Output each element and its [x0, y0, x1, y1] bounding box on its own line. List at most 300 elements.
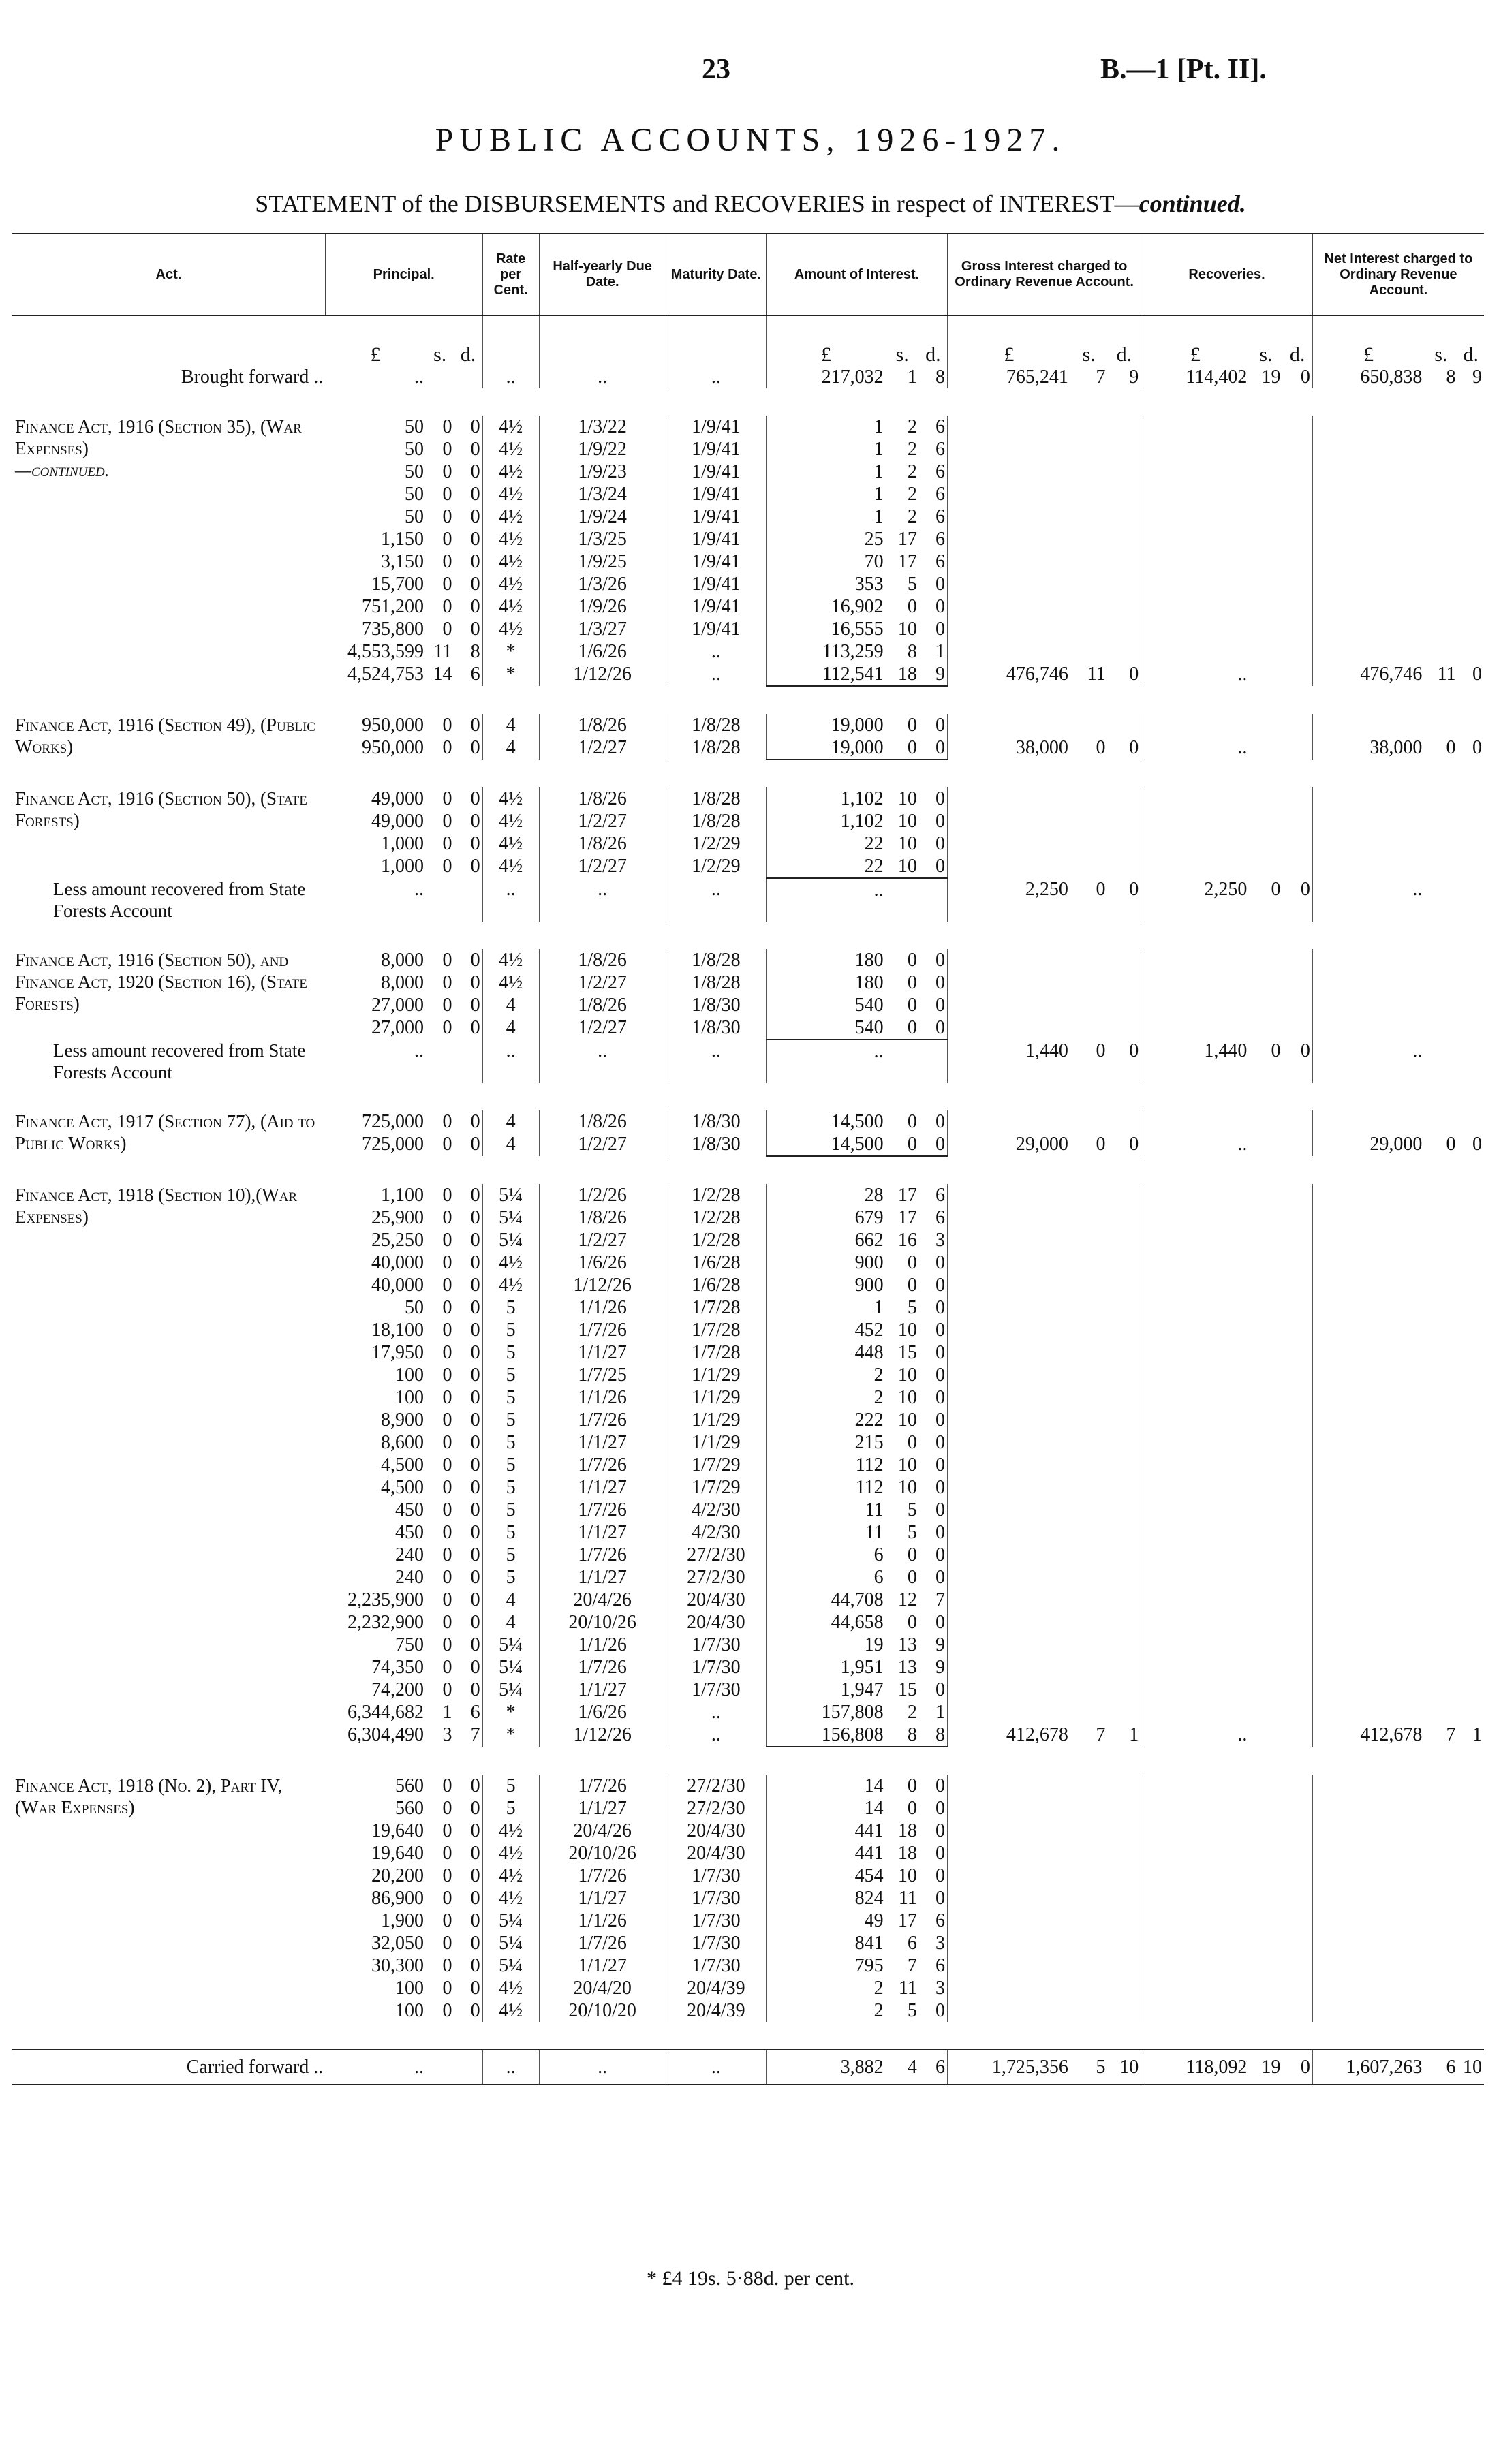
amount-shillings: 17 — [897, 1207, 917, 1228]
half-yearly-date: 1/7/26 — [539, 1454, 666, 1476]
amount-pounds: 215 — [767, 1431, 886, 1454]
empty-cell — [1249, 1611, 1282, 1634]
principal-shillings: 0 — [442, 506, 452, 527]
empty-cell — [1424, 1977, 1457, 1999]
empty-cell — [1424, 438, 1457, 461]
empty-cell — [1458, 1016, 1484, 1040]
amount-shillings: 15 — [897, 1342, 917, 1363]
gross-shillings: 7 — [1096, 1724, 1106, 1745]
amount-pounds: 448 — [767, 1341, 886, 1364]
amount-pence: 8 — [935, 367, 945, 388]
empty-cell — [1141, 1999, 1250, 2022]
principal-dots: .. — [414, 1040, 424, 1061]
half-yearly-date: 1/2/27 — [539, 1016, 666, 1040]
unit-pence: d. — [1463, 343, 1479, 366]
empty-cell — [1141, 1634, 1250, 1656]
empty-cell — [1249, 573, 1282, 595]
empty-cell — [1249, 618, 1282, 640]
empty-cell — [1458, 1589, 1484, 1611]
rate: 4½ — [482, 1977, 539, 1999]
rate: 4 — [482, 1110, 539, 1133]
empty-cell — [1108, 810, 1141, 832]
maturity-date: 1/6/28 — [666, 1251, 767, 1274]
empty-cell — [1312, 461, 1424, 483]
amount-shillings: 10 — [897, 1387, 917, 1408]
principal-pence: 0 — [470, 856, 480, 877]
recoveries-pence: 0 — [1283, 2050, 1313, 2085]
amount-pence: 0 — [935, 995, 945, 1016]
empty-cell — [1108, 505, 1141, 528]
principal-shillings: 0 — [442, 574, 452, 595]
empty-cell — [1141, 1589, 1250, 1611]
amount-pounds: 1 — [767, 483, 886, 505]
empty-cell — [1458, 1544, 1484, 1566]
empty-cell — [1070, 1386, 1108, 1409]
maturity-dots: .. — [666, 2050, 767, 2085]
empty-cell — [1283, 1251, 1313, 1274]
maturity-date: 1/9/41 — [666, 618, 767, 640]
amount-pence: 0 — [935, 950, 945, 971]
half-yearly-date: 1/12/26 — [539, 1724, 666, 1747]
gap-row — [12, 1083, 1484, 1110]
amount-shillings: 10 — [897, 1454, 917, 1476]
empty-cell — [1249, 416, 1282, 438]
principal-pounds: 50 — [404, 439, 424, 460]
recoveries-dots: .. — [1141, 1724, 1250, 1747]
rate: 5 — [482, 1797, 539, 1820]
empty-cell — [1249, 550, 1282, 573]
principal-shillings: 3 — [442, 1724, 452, 1745]
principal-pence: 0 — [470, 1364, 480, 1386]
empty-cell — [1141, 971, 1250, 994]
empty-cell — [1283, 505, 1313, 528]
principal-pence: 0 — [470, 1843, 480, 1864]
amount-shillings: 2 — [907, 484, 917, 505]
principal-pence: 0 — [470, 1589, 480, 1610]
empty-cell — [1141, 1251, 1250, 1274]
empty-cell — [1424, 855, 1457, 878]
empty-cell — [1424, 1566, 1457, 1589]
half-yearly-date: 1/1/27 — [539, 1431, 666, 1454]
empty-cell — [1424, 1364, 1457, 1386]
amount-shillings: 10 — [886, 855, 919, 878]
empty-cell — [1424, 595, 1457, 618]
rate: 5¼ — [482, 1206, 539, 1229]
empty-cell — [1424, 1184, 1457, 1206]
empty-cell — [1141, 618, 1250, 640]
amount-pence: 0 — [935, 1544, 945, 1565]
rate: 4½ — [482, 528, 539, 550]
amount-pounds: 22 — [767, 832, 886, 855]
amount-shillings: 0 — [907, 596, 917, 617]
half-yearly-date: 1/2/27 — [539, 971, 666, 994]
principal-shillings: 11 — [433, 641, 452, 662]
half-yearly-date: 1/1/26 — [539, 1386, 666, 1409]
half-yearly-date: 1/1/27 — [539, 1679, 666, 1701]
gross-pounds: 476,746 — [947, 663, 1070, 686]
principal-pence: 0 — [470, 1933, 480, 1954]
empty-cell — [947, 1431, 1070, 1454]
empty-cell — [1458, 1476, 1484, 1499]
maturity-date: 1/9/41 — [666, 416, 767, 438]
table-body — [12, 315, 1484, 2085]
empty-cell — [1108, 550, 1141, 573]
empty-cell — [1070, 1775, 1108, 1797]
empty-cell — [1312, 1865, 1424, 1887]
empty-cell — [1141, 1679, 1250, 1701]
empty-cell — [1108, 618, 1141, 640]
act-name — [12, 1775, 325, 2022]
rate: 5 — [482, 1454, 539, 1476]
maturity-date: 1/8/30 — [666, 1016, 767, 1040]
rate: 5¼ — [482, 1184, 539, 1206]
empty-cell — [1424, 461, 1457, 483]
principal-pence: 0 — [470, 2000, 480, 2021]
principal-pounds: 8,000 — [380, 950, 424, 971]
principal-shillings: 0 — [442, 1252, 452, 1273]
principal-pounds: 560 — [394, 1775, 424, 1796]
empty-cell — [1458, 528, 1484, 550]
rate-dots: .. — [482, 366, 539, 388]
empty-cell — [1108, 1544, 1141, 1566]
empty-cell — [1070, 573, 1108, 595]
empty-cell — [1424, 1206, 1457, 1229]
amount-dots: .. — [767, 878, 886, 922]
maturity-date: 1/9/41 — [666, 528, 767, 550]
half-yearly-date: 1/3/26 — [539, 573, 666, 595]
empty-cell — [12, 922, 1484, 949]
maturity-date: 1/8/28 — [666, 736, 767, 760]
empty-cell — [1249, 810, 1282, 832]
empty-cell — [1249, 1251, 1282, 1274]
statement-subtitle — [0, 189, 1501, 218]
amount-pounds: 452 — [767, 1319, 886, 1341]
half-yearly-date: 20/10/26 — [539, 1842, 666, 1865]
principal-pounds: 49,000 — [371, 811, 424, 832]
rate: 5¼ — [482, 1229, 539, 1251]
act-name — [12, 416, 325, 686]
rate: 5¼ — [482, 1634, 539, 1656]
empty-cell — [1283, 573, 1313, 595]
empty-cell — [1108, 640, 1141, 663]
empty-cell — [1424, 1999, 1457, 2022]
recoveries-shillings: 19 — [1249, 2050, 1282, 2085]
principal-shillings: 0 — [442, 1634, 452, 1655]
col-header-amount: Amount of Interest. — [767, 234, 948, 315]
table-header-row — [12, 234, 1484, 315]
amount-pounds: 540 — [767, 1016, 886, 1040]
half-yearly-date: 1/3/24 — [539, 483, 666, 505]
half-yearly-date: 1/2/27 — [539, 810, 666, 832]
amount-shillings: 10 — [897, 1409, 917, 1431]
empty-cell — [1458, 1274, 1484, 1296]
rate: 4½ — [482, 810, 539, 832]
principal-pounds: 19,640 — [371, 1843, 424, 1864]
half-yearly-date: 1/2/27 — [539, 736, 666, 760]
maturity-date: 1/1/29 — [666, 1409, 767, 1431]
table-row — [12, 787, 1484, 810]
rate: 5 — [482, 1341, 539, 1364]
empty-cell — [1070, 595, 1108, 618]
principal-shillings: 0 — [442, 1657, 452, 1678]
empty-cell — [1141, 595, 1250, 618]
net-pence: 0 — [1472, 737, 1482, 758]
empty-cell — [1458, 1932, 1484, 1954]
empty-cell — [947, 1521, 1070, 1544]
empty-cell — [1312, 1634, 1424, 1656]
principal-shillings: 0 — [442, 551, 452, 572]
empty-cell — [1070, 1206, 1108, 1229]
empty-cell — [1312, 1229, 1424, 1251]
empty-cell — [1424, 505, 1457, 528]
amount-pence: 3 — [935, 1978, 945, 1999]
empty-cell — [1424, 1820, 1457, 1842]
gross-shillings: 7 — [1096, 367, 1106, 388]
empty-cell — [1141, 949, 1250, 971]
empty-cell — [1312, 618, 1424, 640]
half-yearly-date: 1/9/24 — [539, 505, 666, 528]
principal-pence: 0 — [470, 1477, 480, 1498]
empty-cell — [1108, 1454, 1141, 1476]
principal-pounds: 20,200 — [371, 1865, 424, 1886]
unit-pound: £ — [767, 315, 886, 366]
empty-cell — [1141, 640, 1250, 663]
empty-cell — [1312, 810, 1424, 832]
amount-pounds: 14,500 — [767, 1133, 886, 1156]
empty-cell — [1141, 1954, 1250, 1977]
empty-cell — [1249, 640, 1282, 663]
amount-pence: 1 — [935, 641, 945, 662]
rate-dots: .. — [482, 2050, 539, 2085]
empty-cell — [1108, 1977, 1141, 1999]
empty-cell — [1108, 1319, 1141, 1341]
amount-shillings: 4 — [886, 2050, 919, 2085]
principal-pence: 0 — [470, 1134, 480, 1155]
gross-pence: 0 — [1129, 879, 1139, 900]
amount-pence: 0 — [935, 1111, 945, 1132]
half-yearly-date: 1/8/26 — [539, 949, 666, 971]
empty-cell — [1458, 595, 1484, 618]
amount-pounds: 14 — [767, 1797, 886, 1820]
principal-pence: 0 — [470, 833, 480, 854]
empty-cell — [1070, 971, 1108, 994]
amount-shillings: 5 — [907, 2000, 917, 2021]
empty-cell — [1108, 1842, 1141, 1865]
gap-row — [12, 1156, 1484, 1184]
empty-cell — [1283, 1016, 1313, 1040]
empty-cell — [1249, 1296, 1282, 1319]
empty-cell — [1070, 1184, 1108, 1206]
empty-cell — [1312, 1775, 1424, 1797]
empty-cell — [1312, 949, 1424, 971]
amount-shillings: 0 — [886, 1016, 919, 1040]
col-header-recoveries: Recoveries. — [1141, 234, 1313, 315]
brought-forward-row — [12, 366, 1484, 388]
empty-cell — [1070, 714, 1108, 736]
empty-cell — [1141, 1431, 1250, 1454]
rate: 4½ — [482, 855, 539, 878]
empty-cell — [1458, 438, 1484, 461]
amount-pence: 6 — [935, 416, 945, 437]
empty-cell — [947, 1977, 1070, 1999]
empty-cell — [1312, 1364, 1424, 1386]
empty-cell — [947, 1499, 1070, 1521]
principal-pence: 0 — [470, 529, 480, 550]
empty-cell — [1458, 1040, 1484, 1083]
maturity-date: 1/7/30 — [666, 1954, 767, 1977]
empty-cell — [1424, 714, 1457, 736]
half-yearly-date: 1/9/22 — [539, 438, 666, 461]
maturity-date: 20/4/30 — [666, 1820, 767, 1842]
empty-cell — [1283, 640, 1313, 663]
amount-shillings: 10 — [897, 1364, 917, 1386]
empty-cell — [1283, 618, 1313, 640]
empty-cell — [1141, 1409, 1250, 1431]
recoveries-pounds: 1,440 — [1141, 1040, 1250, 1083]
principal-pence: 0 — [470, 461, 480, 482]
empty-cell — [1312, 1110, 1424, 1133]
amount-shillings: 0 — [907, 715, 917, 736]
gap-row — [12, 760, 1484, 787]
empty-cell — [1283, 1954, 1313, 1977]
maturity-date: 1/9/41 — [666, 595, 767, 618]
principal-pounds: 19,640 — [371, 1820, 424, 1841]
half-yearly-date: 20/4/26 — [539, 1820, 666, 1842]
empty-cell — [1141, 1110, 1250, 1133]
empty-cell — [1424, 1454, 1457, 1476]
amount-pence: 0 — [935, 1387, 945, 1408]
empty-cell — [1249, 1909, 1282, 1932]
principal-pence: 0 — [470, 1297, 480, 1318]
principal-pence: 0 — [470, 1775, 480, 1796]
maturity-date: 1/6/28 — [666, 1274, 767, 1296]
empty-cell — [1249, 1775, 1282, 1797]
maturity-date: 1/2/28 — [666, 1229, 767, 1251]
principal-pounds: 950,000 — [361, 715, 424, 736]
empty-cell — [1312, 832, 1424, 855]
maturity-date: 1/9/41 — [666, 438, 767, 461]
empty-cell — [1283, 1701, 1313, 1724]
empty-cell — [1108, 949, 1141, 971]
empty-cell — [1458, 1206, 1484, 1229]
net-pounds: 29,000 — [1312, 1133, 1424, 1156]
empty-cell — [1424, 1431, 1457, 1454]
empty-cell — [1458, 1887, 1484, 1909]
empty-cell — [1108, 1589, 1141, 1611]
half-yearly-date: 1/2/26 — [539, 1184, 666, 1206]
amount-pounds: 156,808 — [767, 1724, 886, 1747]
gross-pounds: 412,678 — [947, 1724, 1070, 1747]
half-yearly-date: 1/7/25 — [539, 1364, 666, 1386]
act-name-line: Finance Act, 1916 (Section 50), and Finance Act, 1920 (Section 16), (State Forests) — [15, 950, 307, 1014]
net-shillings: 0 — [1446, 737, 1456, 758]
rate: 4½ — [482, 1999, 539, 2022]
maturity-date: 1/8/30 — [666, 1110, 767, 1133]
amount-pence: 6 — [935, 1207, 945, 1228]
principal-pence: 0 — [470, 1865, 480, 1886]
amount-pounds: 157,808 — [767, 1701, 886, 1724]
amount-shillings: 0 — [886, 736, 919, 760]
empty-cell — [1312, 855, 1424, 878]
empty-cell — [1108, 1999, 1141, 2022]
empty-cell — [1458, 1521, 1484, 1544]
empty-cell — [947, 1775, 1070, 1797]
unit-pence: d. — [460, 343, 476, 366]
empty-cell — [1249, 1566, 1282, 1589]
empty-cell — [1458, 1499, 1484, 1521]
empty-cell — [1108, 461, 1141, 483]
maturity-date: 1/7/28 — [666, 1319, 767, 1341]
empty-cell — [1249, 1724, 1282, 1747]
empty-cell — [1312, 505, 1424, 528]
amount-pence: 0 — [935, 619, 945, 640]
amount-shillings: 8 — [907, 641, 917, 662]
amount-shillings: 8 — [886, 1724, 919, 1747]
empty-cell — [1070, 1229, 1108, 1251]
maturity-dots: .. — [666, 878, 767, 922]
amount-pence: 6 — [919, 2050, 948, 2085]
act-name-line: Finance Act, 1918 (No. 2), Part IV, (War Expenses) — [15, 1775, 283, 1818]
net-shillings: 0 — [1446, 1134, 1456, 1155]
half-yearly-date: 1/8/26 — [539, 787, 666, 810]
empty-cell — [947, 1274, 1070, 1296]
principal-pence: 0 — [470, 1017, 480, 1038]
rate: 4½ — [482, 1251, 539, 1274]
principal-shillings: 0 — [442, 1477, 452, 1498]
rate: 4½ — [482, 1274, 539, 1296]
empty-cell — [1312, 1431, 1424, 1454]
carried-forward-row — [12, 2050, 1484, 2085]
rate: 4½ — [482, 1887, 539, 1909]
amount-pence: 0 — [935, 596, 945, 617]
empty-cell — [1283, 1865, 1313, 1887]
empty-cell — [1458, 1842, 1484, 1865]
empty-cell — [1249, 1016, 1282, 1040]
unit-shillings: s. — [1259, 343, 1273, 366]
empty-cell — [1283, 855, 1313, 878]
rate: 4½ — [482, 438, 539, 461]
amount-pence: 6 — [935, 484, 945, 505]
empty-cell — [1458, 1184, 1484, 1206]
empty-cell — [1283, 416, 1313, 438]
amount-shillings: 10 — [897, 1865, 917, 1886]
empty-cell — [947, 994, 1070, 1016]
empty-cell — [1249, 1544, 1282, 1566]
half-yearly-date: 1/1/27 — [539, 1341, 666, 1364]
maturity-date: 1/2/29 — [666, 832, 767, 855]
amount-pounds: 824 — [767, 1887, 886, 1909]
empty-cell — [1283, 550, 1313, 573]
col-header-half-yearly: Half-yearly Due Date. — [539, 234, 666, 315]
principal-pence: 0 — [470, 1387, 480, 1408]
amount-pounds: 1 — [767, 461, 886, 483]
empty-cell — [1283, 949, 1313, 971]
empty-cell — [1312, 1544, 1424, 1566]
empty-cell — [1312, 1932, 1424, 1954]
principal-shillings: 14 — [433, 664, 452, 685]
page-title: PUBLIC ACCOUNTS, 1926-1927. — [435, 122, 1066, 158]
principal-shillings: 0 — [442, 1320, 452, 1341]
amount-shillings: 0 — [886, 1133, 919, 1156]
principal-pounds: 8,600 — [380, 1432, 424, 1453]
principal-shillings: 0 — [442, 1589, 452, 1610]
maturity-date: 27/2/30 — [666, 1797, 767, 1820]
half-yearly-date: 1/2/27 — [539, 1133, 666, 1156]
empty-cell — [1312, 438, 1424, 461]
gross-pounds: 1,440 — [947, 1040, 1070, 1083]
empty-cell — [1249, 1999, 1282, 2022]
empty-cell — [1312, 971, 1424, 994]
